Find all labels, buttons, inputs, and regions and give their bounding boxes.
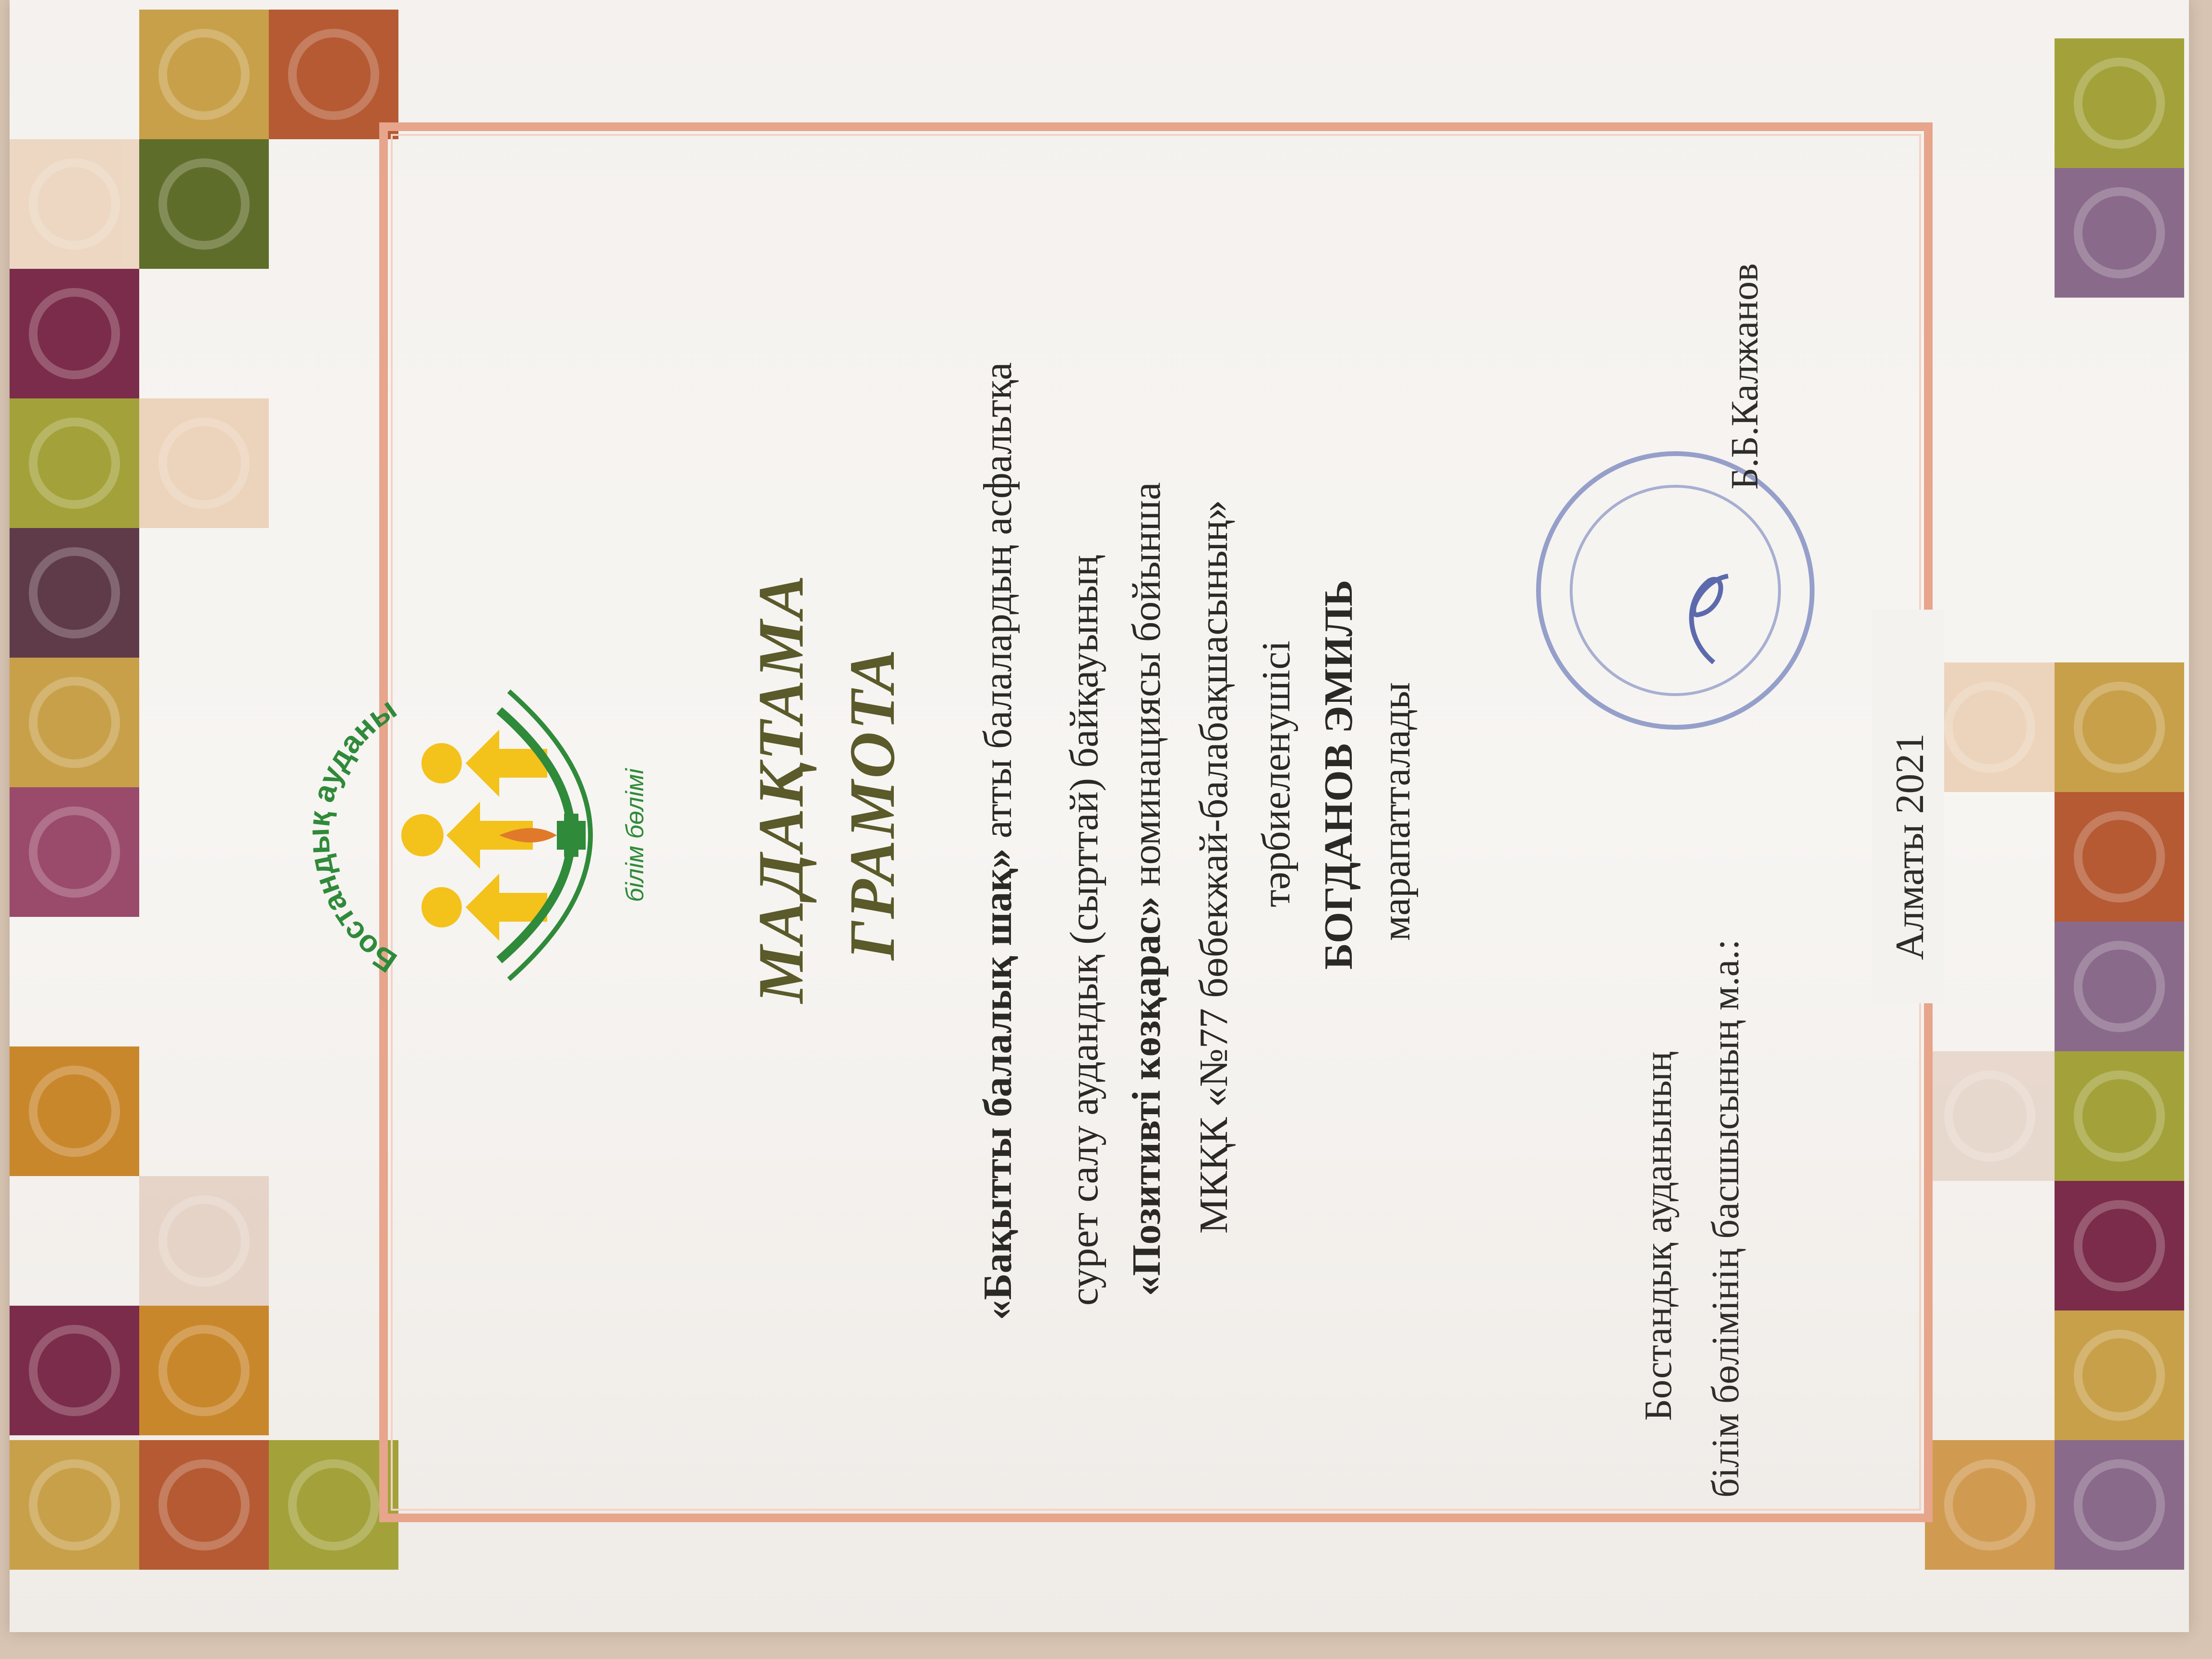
decor-tile (1925, 662, 2055, 792)
decor-tile (139, 139, 269, 269)
body-line-3 (1123, 482, 1170, 1296)
decor-tile (139, 1440, 269, 1570)
body-line-1-text: атты балалардың асфальтқа (975, 362, 1020, 849)
decor-tile (139, 398, 269, 528)
district-logo (134, 619, 672, 1051)
decor-tile (2055, 168, 2184, 298)
stamp-seal-icon (1541, 456, 1810, 725)
decor-tile (1925, 1440, 2055, 1570)
decor-tile (10, 658, 139, 787)
decor-tile (139, 1176, 269, 1306)
decor-tile (10, 1440, 139, 1570)
certificate-title-kk: МАДАҚТАМА (745, 573, 817, 1003)
decor-tile (10, 1306, 139, 1435)
body-line-7: марапатталады (1374, 682, 1419, 941)
logo-emblem-icon (134, 619, 672, 1051)
decor-tile (10, 139, 139, 269)
decor-tile (2055, 38, 2184, 168)
decor-tile (2055, 1310, 2184, 1440)
signer-title-line-1: Бостандық ауданының (1637, 1051, 1680, 1421)
decor-tile (10, 398, 139, 528)
body-line-2: сурет салу аудандық (сырттай) байқауының (1062, 555, 1106, 1306)
certificate-title-ru: ГРАМОТА (837, 647, 908, 960)
decor-tile (10, 1046, 139, 1176)
decor-tile (10, 269, 139, 398)
decor-tile (2055, 1181, 2184, 1310)
decor-tile (2055, 922, 2184, 1051)
decor-tile (2055, 792, 2184, 922)
city-year: Алматы 2021 (1887, 733, 1932, 960)
body-line-4: МКҚК «№77 бөбекжай-балабақшасының» (1191, 500, 1236, 1234)
contest-name: «Бақытты балалық шақ» (975, 848, 1020, 1320)
body-line-3-text: номинациясы бойынша (1124, 482, 1169, 897)
svg-text:білім бөлімі: білім бөлімі (621, 768, 649, 902)
decor-tile (10, 787, 139, 917)
decor-tile (2055, 1051, 2184, 1181)
signer-title-line-2: білім бөлімінің басшысының м.а.: (1705, 939, 1747, 1498)
official-stamp (1536, 451, 1815, 730)
svg-text:Бостандық ауданы: Бостандық ауданы (301, 691, 403, 980)
signer-name: Б.Б.Калжанов (1724, 263, 1766, 490)
certificate-sheet (10, 0, 2189, 1632)
recipient-name: БОГДАНОВ ЭМИЛЬ (1316, 579, 1361, 970)
decor-tile (269, 10, 398, 139)
body-line-1 (974, 362, 1021, 1320)
decor-tile (10, 528, 139, 658)
decor-tile (139, 10, 269, 139)
decor-tile (2055, 1440, 2184, 1570)
decor-tile (139, 1306, 269, 1435)
decor-tile (1925, 1051, 2055, 1181)
nomination-name: «Позитивті көзқарас» (1124, 896, 1169, 1296)
decor-tile (2055, 662, 2184, 792)
body-line-5: тәрбиеленушісі (1254, 640, 1298, 907)
